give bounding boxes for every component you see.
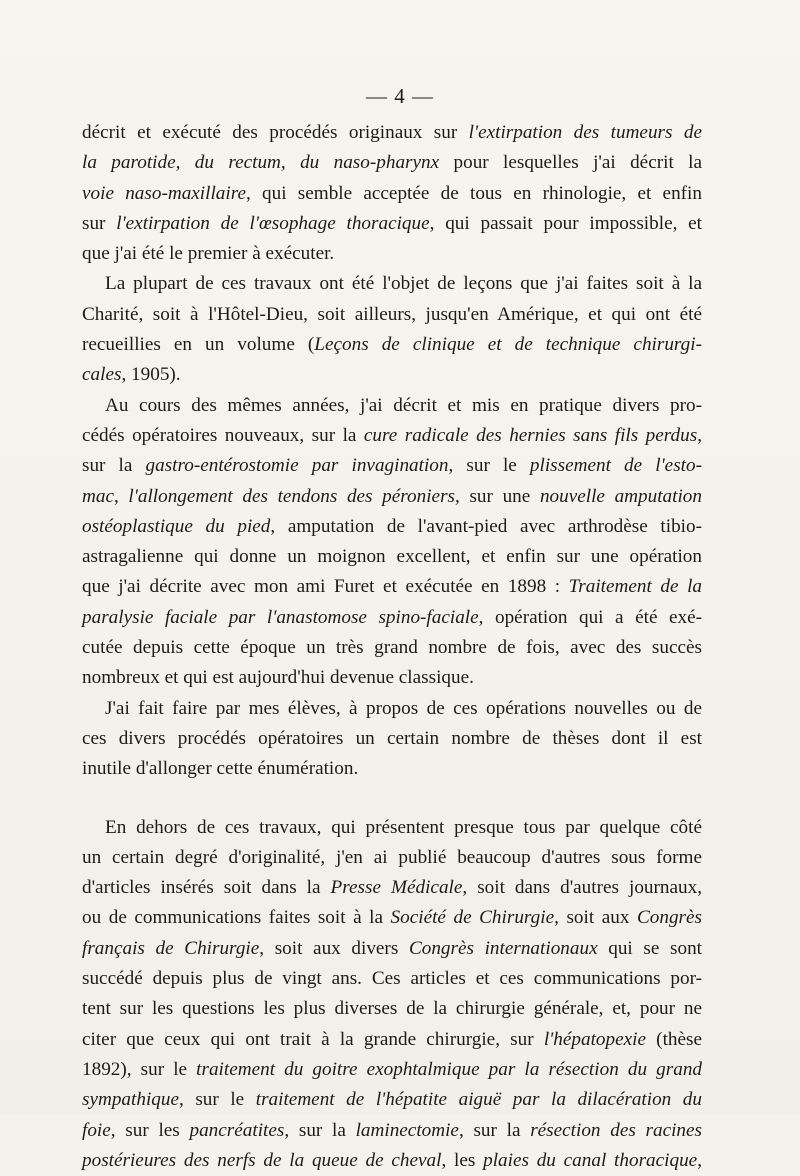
text-segment: , soit aux: [554, 907, 637, 929]
italic-text: cales: [82, 364, 122, 386]
text-line: [82, 1025, 702, 1055]
italic-text: voie naso-maxillaire: [82, 182, 246, 204]
italic-text: français de Chirurgie: [82, 937, 260, 959]
text-segment: J'ai fait faire par mes élèves, à propos de ces opérations nouvelles ou de: [105, 697, 702, 719]
text-line: [82, 391, 702, 421]
text-line: [82, 572, 702, 602]
text-line: [82, 633, 702, 663]
italic-text: Congrès: [636, 907, 702, 929]
text-line: [82, 209, 702, 239]
text-line: [82, 118, 702, 148]
italic-text: traitement du goitre exophtalmique par la résection du grand: [196, 1058, 703, 1080]
text-segment: qui se sont: [597, 937, 702, 959]
text-line: [82, 148, 702, 178]
text-segment: que j'ai décrite avec mon ami Furet et exécutée en 1898 :: [82, 576, 569, 598]
text-line: [82, 330, 702, 360]
text-segment: , les: [441, 1149, 484, 1171]
text-line: [82, 813, 702, 843]
text-segment: , soit dans d'autres journaux,: [462, 877, 702, 899]
text-segment: un certain degré d'originalité, j'en ai publié beaucoup d'autres sous forme: [82, 846, 702, 868]
text-line: [82, 663, 702, 693]
text-segment: tent sur les questions les plus diverses de la chirurgie générale, et, pour ne: [82, 998, 702, 1020]
text-line: [82, 1085, 702, 1115]
italic-text: postérieures des nerfs de la queue de cheval: [82, 1149, 442, 1171]
italic-text: Société de Chirurgie: [390, 907, 555, 929]
italic-text: la parotide, du rectum, du naso-pharynx: [82, 152, 440, 174]
paragraph: [82, 118, 702, 269]
italic-text: traitement de l'hépatite aiguë par la dilacération du: [255, 1089, 702, 1111]
text-segment: sur la: [82, 455, 146, 477]
body-text: [82, 118, 702, 1176]
text-line: [82, 542, 702, 572]
text-line: [82, 994, 702, 1024]
text-segment: que j'ai été le premier à exécuter.: [82, 243, 335, 265]
text-line: [82, 724, 702, 754]
page-number: — 4 —: [366, 84, 434, 108]
italic-text: ostéoplastique du pied: [82, 515, 271, 537]
text-segment: , qui passait pour impossible, et: [429, 212, 702, 234]
italic-text: foie: [82, 1119, 111, 1141]
text-line: [82, 754, 702, 784]
text-line: [82, 934, 702, 964]
text-line: [82, 1146, 702, 1176]
italic-text: pancréatites: [189, 1119, 285, 1141]
text-segment: ,: [697, 1149, 702, 1171]
text-line: [82, 843, 702, 873]
italic-text: l'extirpation des tumeurs de: [468, 122, 702, 143]
text-segment: ces divers procédés opératoires un certain nombre de thèses dont il est: [82, 727, 702, 749]
text-segment: , soit aux divers: [259, 937, 409, 959]
text-segment: , sur la: [284, 1119, 356, 1141]
text-segment: succédé depuis plus de vingt ans. Ces articles et ces communications por-: [82, 968, 702, 990]
text-segment: , amputation de l'avant-pied avec arthrodèse tibio-: [270, 515, 702, 537]
text-segment: 1892), sur le: [82, 1058, 197, 1080]
text-segment: d'articles insérés soit dans la: [82, 877, 331, 899]
text-line: [82, 903, 702, 933]
italic-text: Leçons de clinique et de technique chirurgi-: [314, 334, 702, 356]
text-line: [82, 694, 702, 724]
text-segment: Au cours des mêmes années, j'ai décrit et mis en pratique divers pro-: [105, 394, 702, 416]
text-segment: nombreux et qui est aujourd'hui devenue classique.: [82, 667, 474, 689]
text-line: [82, 1116, 702, 1146]
text-line: [82, 873, 702, 903]
italic-text: Presse Médicale: [330, 877, 463, 899]
italic-text: cure radicale des hernies sans fils perdus: [363, 424, 698, 446]
italic-text: paralysie faciale par l'anastomose spino-faciale: [82, 606, 479, 628]
text-segment: Charité, soit à l'Hôtel-Dieu, soit ailleurs, jusqu'en Amérique, et qui ont été: [82, 303, 702, 325]
paragraph: [82, 694, 702, 785]
text-segment: pour lesquelles j'ai décrit la: [439, 152, 702, 174]
text-segment: cédés opératoires nouveaux, sur la: [82, 424, 364, 446]
text-segment: ,: [697, 424, 702, 446]
text-segment: , sur les: [110, 1119, 190, 1141]
text-line: [82, 269, 702, 299]
paragraph-gap: [82, 785, 702, 813]
text-segment: ,: [113, 485, 129, 507]
paragraph: [82, 813, 702, 1176]
text-segment: citer que ceux qui ont trait à la grande chirurgie, sur: [82, 1028, 544, 1050]
text-segment: , sur le: [179, 1089, 256, 1111]
italic-text: l'extirpation de l'œsophage thoracique: [116, 212, 430, 234]
text-segment: astragalienne qui donne un moignon excellent, et enfin sur une opération: [82, 546, 702, 568]
text-segment: recueillies en un volume (: [82, 334, 315, 356]
text-segment: , opération qui a été exé-: [478, 606, 703, 628]
italic-text: résection des racines: [530, 1119, 702, 1141]
text-segment: décrit et exécuté des procédés originaux sur: [82, 122, 469, 143]
text-line: [82, 603, 702, 633]
text-segment: cutée depuis cette époque un très grand nombre de fois, avec des succès: [82, 637, 702, 659]
italic-text: laminectomie: [355, 1119, 459, 1141]
italic-text: Congrès internationaux: [408, 937, 598, 959]
italic-text: mac: [82, 485, 114, 507]
paragraph: [82, 269, 702, 390]
text-line: [82, 451, 702, 481]
paragraph: [82, 391, 702, 694]
text-segment: inutile d'allonger cette énumération.: [82, 758, 359, 780]
text-segment: , qui semble acceptée de tous en rhinologie, et enfin: [246, 182, 702, 204]
text-segment: , sur la: [458, 1119, 531, 1141]
italic-text: l'allongement des tendons des péroniers: [128, 485, 456, 507]
italic-text: plaies du canal thoracique: [483, 1149, 698, 1171]
text-segment: sur: [82, 212, 117, 234]
text-line: [82, 300, 702, 330]
text-line: [82, 179, 702, 209]
text-segment: En dehors de ces travaux, qui présentent presque tous par quelque côté: [105, 816, 702, 838]
text-line: [82, 964, 702, 994]
text-segment: La plupart de ces travaux ont été l'objet de leçons que j'ai faites soit à la: [105, 273, 702, 295]
italic-text: l'hépatopexie: [543, 1028, 646, 1050]
text-line: [82, 421, 702, 451]
italic-text: nouvelle amputation: [539, 485, 702, 507]
text-line: [82, 512, 702, 542]
text-line: [82, 239, 702, 269]
text-segment: , sur le: [448, 455, 530, 477]
italic-text: plissement de l'esto-: [529, 455, 702, 477]
text-line: [82, 360, 702, 390]
text-segment: , 1905).: [121, 364, 181, 386]
italic-text: gastro-entérostomie par invagination: [145, 455, 449, 477]
text-line: [82, 482, 702, 512]
text-segment: , sur une: [455, 485, 540, 507]
italic-text: sympathique: [82, 1089, 179, 1111]
text-line: [82, 1055, 702, 1085]
text-segment: ou de communications faites soit à la: [82, 907, 391, 929]
text-segment: (thèse: [645, 1028, 702, 1050]
italic-text: Traitement de la: [568, 576, 702, 598]
